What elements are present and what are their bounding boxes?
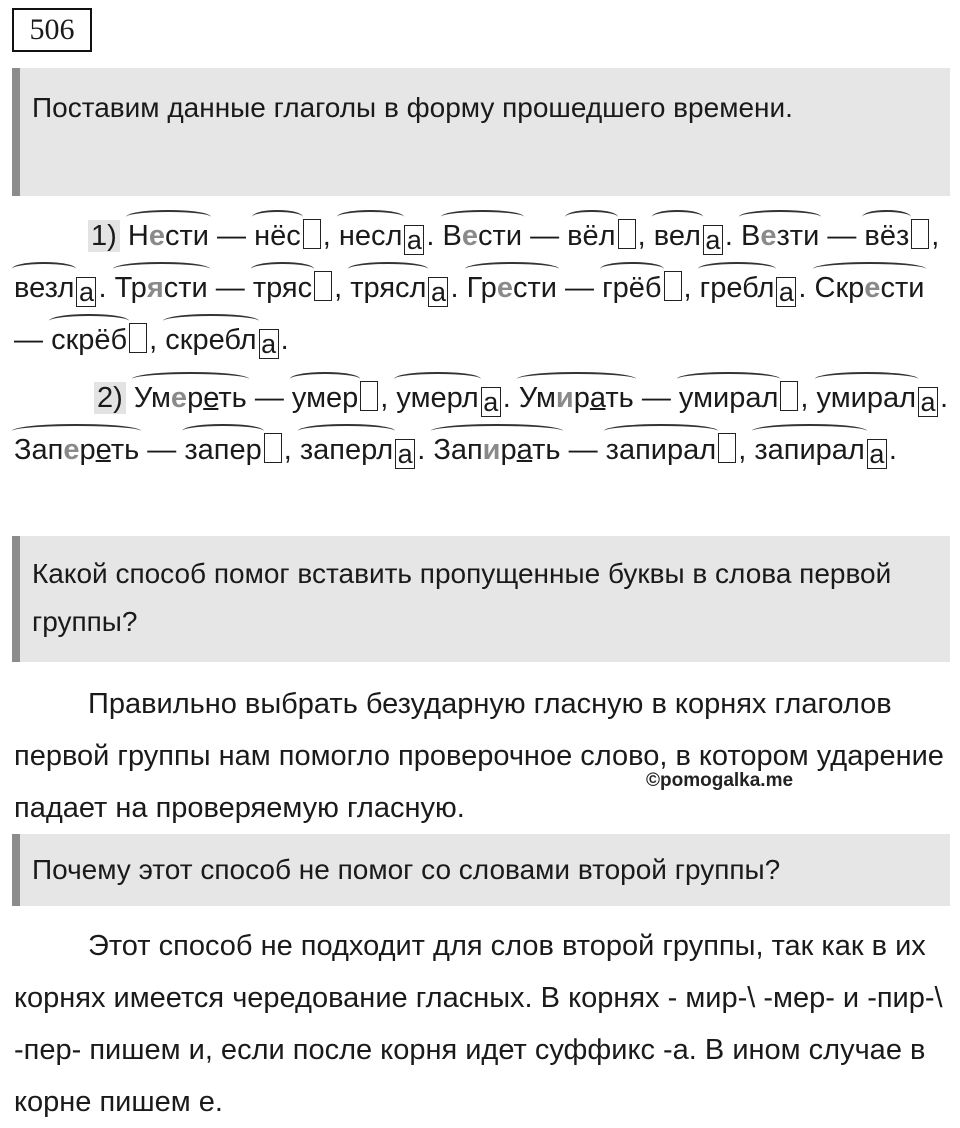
ending-box: а bbox=[259, 329, 279, 359]
ending-box bbox=[664, 271, 682, 301]
answer-1: Правильно выбрать безударную гласную в корнях глаголов первой группы нам помогло проверочное слово, в котором ударение падает на проверяемую гласную. bbox=[14, 688, 944, 824]
word: умер bbox=[292, 372, 358, 424]
question-2: Какой способ помог вставить пропущенные буквы в слова первой группы? bbox=[12, 536, 950, 662]
ending-box: а bbox=[703, 225, 723, 255]
ending-box bbox=[360, 381, 378, 411]
ending-box bbox=[780, 381, 798, 411]
item-number-1: 1) bbox=[88, 220, 120, 252]
word: скребл bbox=[165, 314, 256, 366]
word: трясл bbox=[350, 262, 426, 314]
word: гребл bbox=[700, 262, 775, 314]
word: Скрести bbox=[815, 262, 925, 314]
word: вёз bbox=[864, 210, 909, 262]
word: вел bbox=[654, 210, 701, 262]
ending-box bbox=[303, 219, 321, 249]
ending-box bbox=[314, 271, 332, 301]
watermark: ©pomogalka.me bbox=[646, 770, 794, 791]
word: нёс bbox=[254, 210, 301, 262]
ending-box bbox=[264, 433, 282, 463]
word: заперл bbox=[300, 424, 393, 476]
ending-box: а bbox=[867, 439, 887, 469]
exercise-group-2: 2) Умереть — умер , умерл а . Умирать — умирал , умирал а . Запереть — запер , заперл а . Запирать — запирал , запирал а . bbox=[14, 372, 950, 476]
word: умирал bbox=[817, 372, 917, 424]
word: везл bbox=[14, 262, 74, 314]
ending-box bbox=[718, 433, 736, 463]
ending-box: а bbox=[428, 277, 448, 307]
task-number: 506 bbox=[12, 8, 92, 52]
word: умерл bbox=[396, 372, 478, 424]
word: запирал bbox=[606, 424, 717, 476]
word: запер bbox=[184, 424, 261, 476]
ending-box bbox=[618, 219, 636, 249]
ending-box bbox=[911, 219, 929, 249]
item-number-2: 2) bbox=[94, 382, 126, 414]
word: Запереть bbox=[14, 424, 139, 476]
word: Нести bbox=[128, 210, 209, 262]
ending-box: а bbox=[481, 387, 501, 417]
ending-box: а bbox=[395, 439, 415, 469]
word: скрёб bbox=[51, 314, 127, 366]
ending-box: а bbox=[404, 225, 424, 255]
exercise-group-1: 1) Нести — нёс , несл а . Вести — вёл , вел а . Везти — вёз , везл а . Трясти — тряс , трясл а . Грести — грёб , гребл а . Скрести — скрёб , скребл а . bbox=[14, 210, 950, 366]
word: Грести bbox=[467, 262, 557, 314]
word: Умирать bbox=[519, 372, 634, 424]
word: Умереть bbox=[134, 372, 247, 424]
ending-box: а bbox=[776, 277, 796, 307]
word: Запирать bbox=[433, 424, 560, 476]
ending-box: а bbox=[76, 277, 96, 307]
answer-2: Этот способ не подходит для слов второй группы, так как в их корнях имеется чередование гласных. В корнях - мир-\ -мер- и -пир-\ -пер- пишем и, если после корня идет суффикс -а. В ином случае в корне пишем е. bbox=[14, 930, 943, 1118]
question-3: Почему этот способ не помог со словами второй группы? bbox=[12, 834, 950, 906]
word: грёб bbox=[602, 262, 661, 314]
word: умирал bbox=[679, 372, 779, 424]
word: тряс bbox=[253, 262, 312, 314]
word: Везти bbox=[741, 210, 819, 262]
ending-box: а bbox=[918, 387, 938, 417]
word: Трясти bbox=[115, 262, 208, 314]
word: вёл bbox=[567, 210, 615, 262]
question-1: Поставим данные глаголы в форму прошедшего времени. bbox=[12, 68, 950, 196]
word: запирал bbox=[754, 424, 865, 476]
ending-box bbox=[129, 323, 147, 353]
word: Вести bbox=[443, 210, 522, 262]
word: несл bbox=[339, 210, 403, 262]
